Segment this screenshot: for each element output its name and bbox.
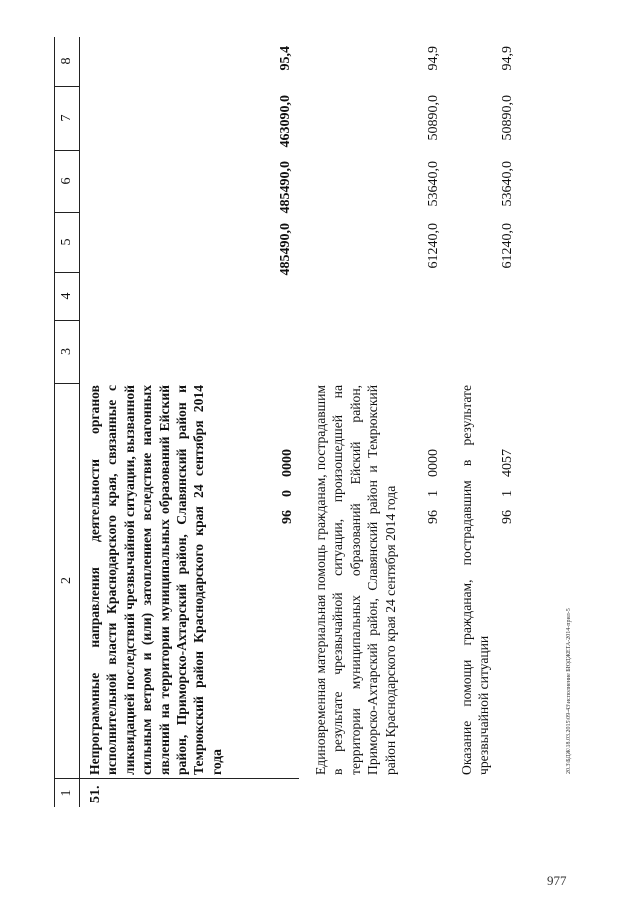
value-col-5: 61240,0: [426, 223, 441, 269]
row-description: Оказание помощи гражданам, пострадавшим в результате чрезвычайной ситуации: [459, 385, 492, 775]
value-col-8: 94,9: [426, 46, 441, 71]
value-col-5: 485490,0: [278, 223, 293, 276]
value-col-7: 50890,0: [426, 95, 441, 141]
header-col-4: 4: [55, 272, 79, 321]
row-description: Непрограммные направления деятельности органов исполнительной власти Краснодарского края, связанные с ликвидацией последствий чрезвычайной ситуации, вызванной сильным ветром и (или) затоплением вследствие нагонных явлений на территории муниципальных образований Ейский район, Приморско-Ахтарский район, Славянский район и Темрюкский район Краснодарского края 24 сентября 2014 года: [87, 385, 224, 775]
table-header: [54, 37, 80, 807]
row-description: Единовременная материальная помощь гражданам, пострадавшим в результате чрезвычайной ситуации, произошедшей на территории муниципальных образований Ейский район, Приморско-Ахтарский район, Славянский район и Темрюкский район Краснодарского края 24 сентября 2014 года: [313, 385, 398, 775]
value-col-8: 94,9: [500, 46, 515, 71]
page-number: 977: [547, 873, 567, 888]
code-subprogram: 1: [500, 490, 515, 497]
value-col-8: 95,4: [278, 46, 293, 71]
code-program: 96: [426, 510, 441, 524]
header-col-7: 7: [55, 86, 79, 151]
code-program: 96: [500, 510, 515, 524]
code-program: 96: [280, 510, 295, 524]
row-number: 51.: [88, 785, 103, 803]
code-subprogram: 0: [280, 490, 295, 497]
rotated-table: [54, 37, 584, 807]
header-col-5: 5: [55, 212, 79, 273]
header-col-6: 6: [55, 150, 79, 213]
value-col-6: 485490,0: [278, 161, 293, 214]
header-col-8: 8: [55, 36, 79, 87]
value-col-7: 463090,0: [278, 95, 293, 148]
footer-file-path: 20.3\БДЖ\18.03.2015\09-43\исполнение БЮДЖЕТА-2014-прил-5: [566, 608, 572, 774]
value-col-7: 50890,0: [500, 95, 515, 141]
code-direction: 0000: [426, 449, 441, 477]
value-col-6: 53640,0: [426, 161, 441, 207]
value-col-5: 61240,0: [500, 223, 515, 269]
code-direction: 0000: [280, 449, 295, 477]
column-divider: [54, 778, 299, 779]
header-col-3: 3: [55, 320, 79, 384]
code-subprogram: 1: [426, 490, 441, 497]
header-col-2: 2: [55, 383, 79, 779]
header-col-1: 1: [59, 789, 74, 797]
code-direction: 4057: [500, 449, 515, 477]
value-col-6: 53640,0: [500, 161, 515, 207]
